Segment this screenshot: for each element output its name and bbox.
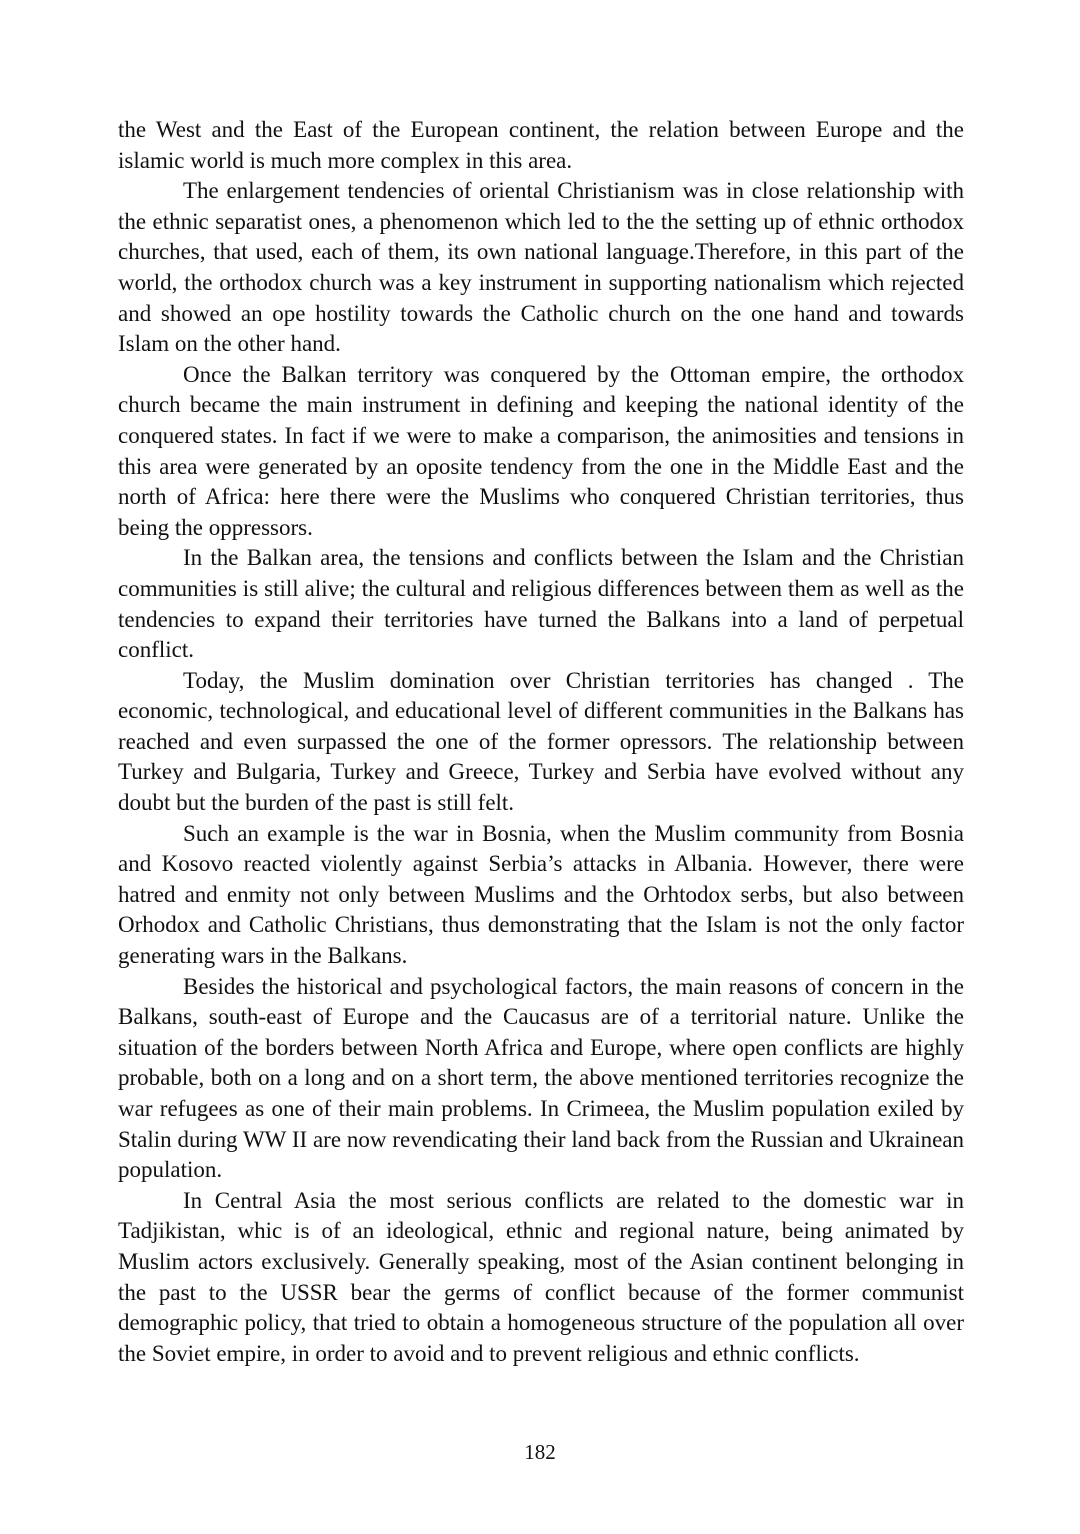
paragraph-7: Besides the historical and psychological factors, the main reasons of concern in the Balkans, south-east of Europe and the Caucasus are of a territorial nature. Unlike the situation of the borders between North Africa and Europe, where open conflicts are highly probable, both on a long and on a short term, the above mentioned territories recognize the war refugees as one of their main problems. In Crimeea, the Muslim population exiled by Stalin during WW II are now revendicating their land back from the Russian and Ukrainean population.	[118, 973, 964, 1183]
paragraph-2: The enlargement tendencies of oriental Christianism was in close relationship with the ethnic separatist ones, a phenomenon which led to the the setting up of ethnic orthodox churches, that used, each of them, its own national language.Therefore, in this part of the world, the orthodox church was a key instrument in supporting nationalism which rejected and showed an ope hostility towards the Catholic church on the one hand and towards Islam on the other hand.	[118, 178, 964, 357]
paragraph-3: Once the Balkan territory was conquered by the Ottoman empire, the orthodox church became the main instrument in defining and keeping the national identity of the conquered states. In fact if we were to make a comparison, the animosities and tensions in this area were generated by an oposite tendency from the one in the Middle East and the north of Africa: here there were the Muslims who conquered Christian territories, thus being the oppressors.	[118, 361, 964, 540]
paragraph-6: Such an example is the war in Bosnia, when the Muslim community from Bosnia and Kosovo reacted violently against Serbia’s attacks in Albania. However, there were hatred and enmity not only between Muslims and the Orhtodox serbs, but also between Orhodox and Catholic Christians, thus demonstrating that the Islam is not the only factor generating wars in the Balkans.	[118, 820, 964, 969]
page-number: 182	[524, 1440, 556, 1464]
paragraph-1: the West and the East of the European continent, the relation between Europe and the islamic world is much more complex in this area.	[118, 117, 964, 173]
body-text	[118, 115, 964, 1369]
paragraph-5: Today, the Muslim domination over Christian territories has changed . The economic, technological, and educational level of different communities in the Balkans has reached and even surpassed the one of the former opressors. The relationship between Turkey and Bulgaria, Turkey and Greece, Turkey and Serbia have evolved without any doubt but the burden of the past is still felt.	[118, 667, 964, 816]
paragraph-4: In the Balkan area, the tensions and conflicts between the Islam and the Christian communities is still alive; the cultural and religious differences between them as well as the tendencies to expand their territories have turned the Balkans into a land of perpetual conflict.	[118, 545, 964, 663]
paragraph-8: In Central Asia the most serious conflicts are related to the domestic war in Tadjikistan, whic is of an ideological, ethnic and regional nature, being animated by Muslim actors exclusively. Generally speaking, most of the Asian continent belonging in the past to the USSR bear the germs of conflict because of the former communist demographic policy, that tried to obtain a homogeneous structure of the population all over the Soviet empire, in order to avoid and to prevent religious and ethnic conflicts.	[118, 1187, 964, 1366]
